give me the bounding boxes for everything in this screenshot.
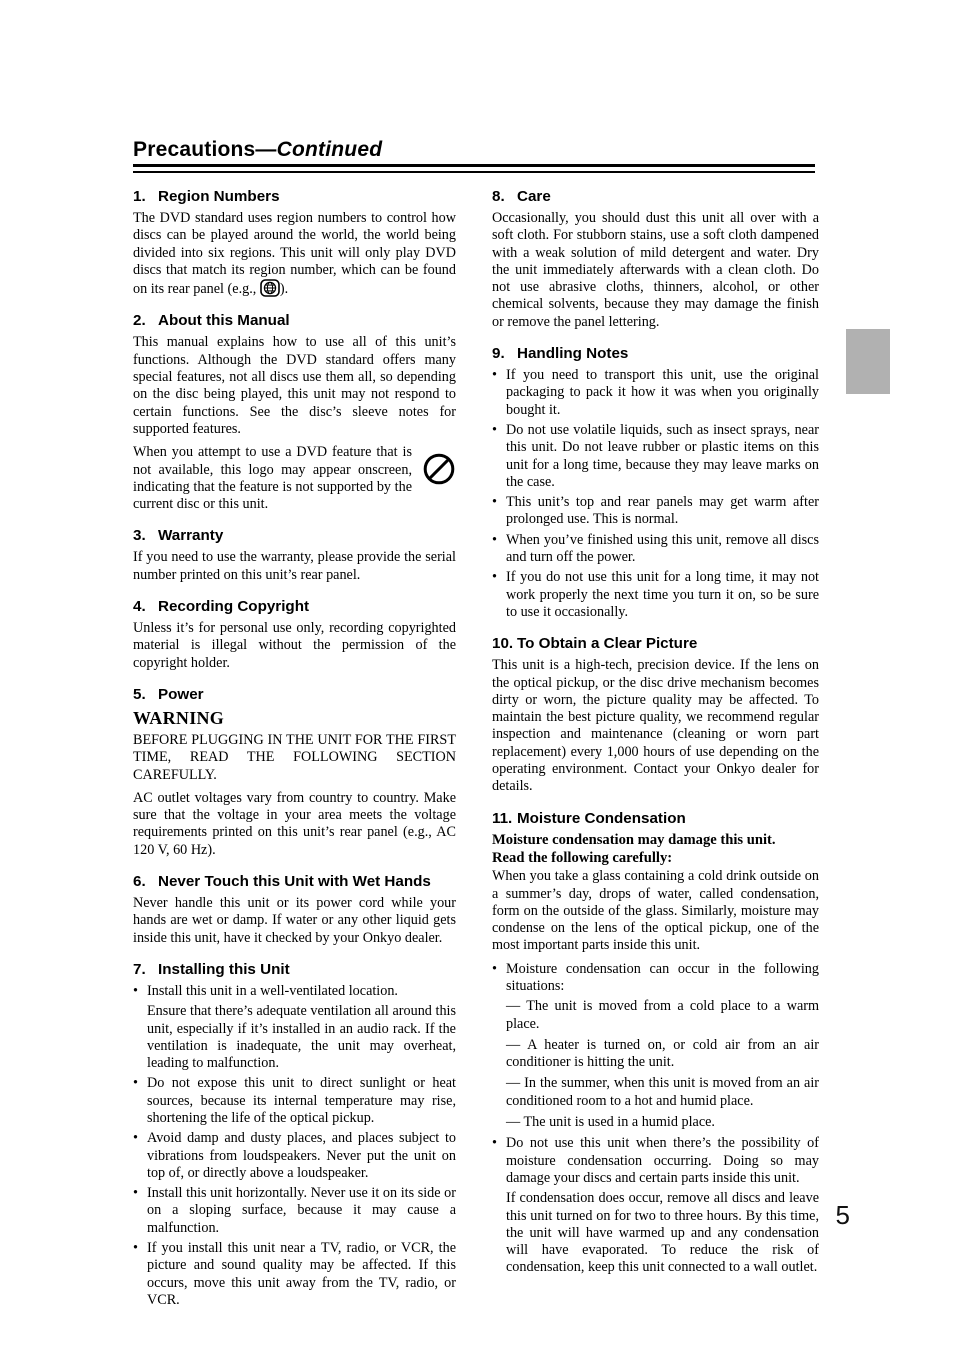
- section-title: To Obtain a Clear Picture: [517, 635, 698, 653]
- page-heading-main: Precautions—: [133, 138, 277, 161]
- bullet-text: When you’ve finished using this unit, remove all discs and turn off the power.: [506, 531, 819, 566]
- section-heading: [133, 526, 456, 545]
- bullet-item: [492, 1135, 819, 1187]
- section-number: 7.: [133, 960, 146, 978]
- section-title: Moisture Condensation: [517, 809, 686, 827]
- region-number-globe-icon: [260, 279, 280, 298]
- section-number: 10.: [492, 635, 514, 653]
- section-heading: [492, 344, 819, 363]
- bullet-text: Do not expose this unit to direct sunlight or heat sources, because its internal temperature may rise, shortening the life of the optical pickup.: [147, 1075, 456, 1126]
- bold-note: Moisture condensation may damage this unit.: [492, 831, 776, 848]
- paragraph: When you attempt to use a DVD feature that is not available, this logo may appear onscreen, indicating that the feature is not supported by the current disc or this unit.: [133, 444, 412, 513]
- column-right: [492, 187, 819, 1280]
- bullet-item: [492, 569, 819, 621]
- paragraph: When you take a glass containing a cold drink outside on a summer’s day, drops of water, called condensation, form on the outside of the glass. Similarly, moisture may condense on the lens of the optical pickup, one of the most important parts inside this unit.: [492, 868, 819, 954]
- section-title: Handling Notes: [517, 345, 629, 363]
- bullet-marker: •: [492, 421, 497, 438]
- heading-double-rule: [133, 164, 815, 173]
- bullet-marker: •: [133, 1185, 138, 1202]
- section-title: Recording Copyright: [158, 598, 310, 616]
- section-heading: [133, 685, 456, 704]
- paragraph-with-region-icon: [133, 210, 456, 298]
- section-heading: [133, 597, 456, 616]
- paragraph: This unit is a high-tech, precision device. If the lens on the optical pickup, or the disc drive mechanism becomes dirty or worn, the picture quality may be affected. To maintain the best picture quality, we recommend regular inspection and maintenance (cleaning or worn part replacement) every 1,000 hours of use depending on the operating environment. Contact your Onkyo dealer for details.: [492, 657, 819, 795]
- paragraph: AC outlet voltages vary from country to country. Make sure that the voltage in your area meets the voltage requirements printed on this unit’s rear panel (e.g., AC 120 V, 60 Hz).: [133, 789, 456, 858]
- bullet-text: If you install this unit near a TV, radio, or VCR, the picture and sound quality may be affected. If this occurs, move this unit away from the TV, radio, or VCR.: [147, 1240, 456, 1308]
- bullet-item: [133, 1075, 456, 1127]
- bullet-marker: •: [492, 367, 497, 384]
- bullet-marker: •: [133, 982, 138, 999]
- paragraph: This manual explains how to use all of this unit’s functions. Although the DVD standard offers many special features, not all discs use them all, so depending on the disc being played, this unit may not respond to certain functions. See the disc’s sleeve notes for supported features.: [133, 334, 456, 437]
- bullet-text: Do not use this unit when there’s the possibility of moisture condensation occurring. Doing so may damage your discs and certain parts inside this unit.: [506, 1135, 819, 1186]
- feature-note-row: [133, 444, 456, 513]
- bullet-text: Install this unit horizontally. Never use it on its side or on a sloping surface, because it may cause a malfunction.: [147, 1185, 456, 1236]
- bullet-item: [492, 961, 819, 996]
- section-title: Power: [158, 685, 204, 703]
- bullet-item: [133, 1240, 456, 1309]
- section-number: 9.: [492, 345, 505, 363]
- bullet-item: [133, 1185, 456, 1237]
- section-number: 11.: [492, 809, 513, 827]
- paragraph: Unless it’s for personal use only, recording copyrighted material is illegal without the permission of the copyright holder.: [133, 620, 456, 671]
- section-heading: [492, 809, 819, 828]
- bullet-text: Avoid damp and dusty places, and places subject to vibrations from loudspeakers. Never put the unit on top of, or directly above a loudspeaker.: [147, 1130, 456, 1181]
- section: [492, 344, 819, 621]
- section-title: Warranty: [158, 527, 224, 545]
- section: [133, 685, 456, 859]
- section-heading: [133, 187, 456, 206]
- section: [133, 187, 456, 298]
- bullet-marker: •: [492, 531, 497, 548]
- dash-item: — In the summer, when this unit is moved from an air conditioned room to a hot and humid place.: [506, 1075, 819, 1109]
- section-title: Installing this Unit: [158, 960, 290, 978]
- bullet-marker: •: [492, 960, 497, 977]
- bullet-text: Install this unit in a well-ventilated location.: [147, 982, 398, 999]
- bullet-item: [492, 367, 819, 419]
- page-number: 5: [835, 1200, 850, 1230]
- paragraph: If you need to use the warranty, please provide the serial number printed on this unit’s rear panel.: [133, 549, 456, 583]
- column-left: [133, 187, 456, 1312]
- section: [133, 597, 456, 672]
- bullet-item: [133, 1130, 456, 1182]
- section: [133, 526, 456, 584]
- section-number: 2.: [133, 312, 146, 330]
- bullet-text: Do not use volatile liquids, such as insect sprays, near this unit. Do not leave rubber or plastic items on this unit for a long time, because they may leave marks on the case.: [506, 421, 819, 490]
- paragraph-text: The DVD standard uses region numbers to control how discs can be played around the world, the world being divided into six regions. This unit will only play DVD discs that match its region number, which can be found on its rear panel (e.g.,: [133, 210, 456, 298]
- chapter-tab-marker: [846, 329, 890, 394]
- section-heading: [133, 960, 456, 979]
- bold-note: Read the following carefully:: [492, 849, 673, 866]
- dash-item: — A heater is turned on, or cold air from an air conditioner is hitting the unit.: [506, 1036, 819, 1071]
- bullet-marker: •: [492, 1135, 497, 1152]
- bullet-item: [492, 494, 819, 529]
- page-heading-continued: Continued: [276, 138, 383, 161]
- dash-item: — The unit is used in a humid place.: [506, 1114, 715, 1131]
- bullet-item: [492, 532, 819, 567]
- bullet-text: This unit’s top and rear panels may get warm after prolonged use. This is normal.: [506, 494, 819, 528]
- paragraph: BEFORE PLUGGING IN THE UNIT FOR THE FIRST TIME, READ THE FOLLOWING SECTION CAREFULLY.: [133, 731, 456, 783]
- bullet-text: If you do not use this unit for a long time, it may not work properly the next time you turn it on, so be sure to use it occasionally.: [506, 569, 819, 620]
- prohibited-slash-icon: [422, 452, 456, 486]
- paragraph: Occasionally, you should dust this unit all over with a soft cloth. For stubborn stains, use a soft cloth dampened with a weak solution of mild detergent and water. Dry the unit immediately afterwards with a clean cloth. Do not use abrasive cloths, thinners, alcohol, or other chemical solvents, because they may damage the finish or remove the panel lettering.: [492, 210, 819, 330]
- section-number: 1.: [133, 188, 146, 205]
- section-title: Never Touch this Unit with Wet Hands: [158, 873, 431, 891]
- bullet-marker: •: [133, 1075, 138, 1092]
- section-number: 3.: [133, 527, 146, 545]
- dash-item: — The unit is moved from a cold place to a warm place.: [506, 998, 819, 1032]
- section-title: Region Numbers: [158, 188, 280, 205]
- paragraph-text: ).: [279, 281, 289, 298]
- bullet-marker: •: [133, 1130, 138, 1147]
- section-heading: [492, 187, 819, 206]
- section-number: 6.: [133, 873, 146, 891]
- bullet-marker: •: [492, 494, 497, 511]
- page-heading: [133, 138, 382, 162]
- paragraph: Never handle this unit or its power cord while your hands are wet or damp. If water or any other liquid gets inside this unit, have it checked by your Onkyo dealer.: [133, 895, 456, 946]
- bullet-continuation: Ensure that there’s adequate ventilation all around this unit, especially if it’s installed in an audio rack. If the ventilation is inadequate, the unit may overheat, leading to malfunction.: [147, 1003, 456, 1072]
- bullet-continuation: If condensation does occur, remove all discs and leave this unit turned on for two to three hours. By this time, the unit will have warmed up and any condensation will have evaporated. To reduce the risk of condensation, keep this unit connected to a wall outlet.: [506, 1190, 819, 1276]
- bullet-item: [492, 422, 819, 491]
- section: [133, 872, 456, 947]
- section-heading: [492, 634, 819, 653]
- section-heading: [133, 311, 456, 330]
- bullet-text: If you need to transport this unit, use the original packaging to pack it how it was when you originally bought it.: [506, 367, 819, 418]
- section: [492, 187, 819, 331]
- bullet-marker: •: [133, 1240, 138, 1257]
- section: [133, 960, 456, 1309]
- bullet-marker: •: [492, 569, 497, 586]
- warning-heading: WARNING: [133, 707, 225, 728]
- section-number: 5.: [133, 685, 146, 703]
- bullet-text: Moisture condensation can occur in the following situations:: [506, 960, 819, 994]
- section: [492, 634, 819, 795]
- section: [133, 311, 456, 513]
- section-number: 4.: [133, 598, 146, 616]
- section-number: 8.: [492, 188, 505, 205]
- section-title: Care: [517, 188, 551, 205]
- section-title: About this Manual: [158, 312, 290, 330]
- section-heading: [133, 872, 456, 891]
- bullet-item: [133, 983, 456, 1000]
